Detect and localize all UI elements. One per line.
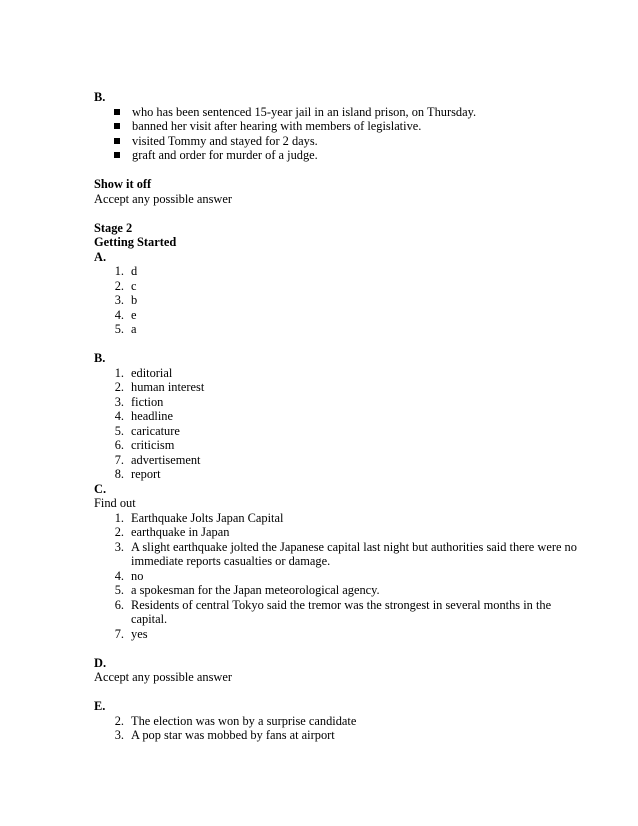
list-number: 3. bbox=[114, 293, 124, 307]
bullet-item bbox=[94, 105, 594, 120]
list-text: no bbox=[131, 568, 144, 583]
list-text: Earthquake Jolts Japan Capital bbox=[131, 510, 284, 525]
list-text: headline bbox=[131, 409, 173, 423]
list-item bbox=[94, 293, 594, 308]
list-text: human interest bbox=[131, 380, 205, 394]
part-e-heading: E. bbox=[94, 699, 106, 713]
list-text: A pop star was mobbed by fans at airport bbox=[131, 728, 335, 742]
list-text: Residents of central Tokyo said the tremor was the strongest in several months in the capital. bbox=[131, 597, 552, 626]
list-number: 5. bbox=[114, 583, 124, 597]
list-item bbox=[94, 714, 594, 729]
list-number: 8. bbox=[114, 467, 124, 481]
list-item bbox=[94, 322, 594, 337]
list-item bbox=[94, 728, 594, 743]
list-number: 2. bbox=[114, 278, 124, 293]
list-text: A slight earthquake jolted the Japanese capital last night but authorities said there were no immediate reports casualties or damage. bbox=[131, 539, 577, 568]
list-text: criticism bbox=[131, 438, 175, 452]
list-text: advertisement bbox=[131, 452, 201, 467]
section-b-heading: B. bbox=[94, 90, 106, 104]
list-item bbox=[94, 569, 594, 584]
list-text: yes bbox=[131, 626, 148, 641]
list-text: earthquake in Japan bbox=[131, 525, 230, 539]
part-a-heading: A. bbox=[94, 249, 107, 264]
bullet-text: banned her visit after hearing with members of legislative. bbox=[132, 119, 422, 133]
bullet-item bbox=[94, 148, 594, 163]
bullet-text: visited Tommy and stayed for 2 days. bbox=[132, 133, 318, 148]
list-text: fiction bbox=[131, 394, 164, 409]
list-item bbox=[94, 511, 594, 526]
list-number: 4. bbox=[114, 568, 124, 583]
list-number: 1. bbox=[114, 365, 124, 380]
list-item bbox=[94, 264, 594, 279]
list-number: 4. bbox=[114, 409, 124, 423]
list-item bbox=[94, 409, 594, 424]
list-number: 5. bbox=[114, 423, 124, 438]
bullet-icon bbox=[114, 152, 120, 158]
list-item bbox=[94, 308, 594, 323]
list-text: c bbox=[131, 278, 137, 293]
bullet-icon bbox=[114, 123, 120, 129]
list-text: a bbox=[131, 322, 137, 336]
list-item bbox=[94, 279, 594, 294]
show-it-off-heading: Show it off bbox=[94, 177, 152, 191]
list-number: 2. bbox=[114, 713, 124, 728]
list-item bbox=[94, 627, 594, 642]
list-number: 2. bbox=[114, 525, 124, 539]
list-text: d bbox=[131, 264, 138, 278]
list-item bbox=[94, 395, 594, 410]
list-number: 7. bbox=[114, 452, 124, 467]
list-number: 6. bbox=[114, 438, 124, 452]
document-content bbox=[94, 90, 594, 743]
list-item bbox=[94, 424, 594, 439]
stage-heading: Stage 2 bbox=[94, 220, 133, 235]
bullet-text: graft and order for murder of a judge. bbox=[132, 148, 318, 162]
bullet-item bbox=[94, 119, 594, 134]
list-item bbox=[94, 467, 594, 482]
list-number: 5. bbox=[114, 322, 124, 336]
list-text: a spokesman for the Japan meteorological agency. bbox=[131, 583, 380, 597]
list-number: 4. bbox=[114, 307, 124, 322]
list-item bbox=[94, 583, 594, 598]
list-text: caricature bbox=[131, 423, 180, 438]
list-number: 6. bbox=[114, 597, 124, 612]
list-text: e bbox=[131, 307, 137, 322]
show-it-off-text: Accept any possible answer bbox=[94, 191, 232, 206]
bullet-text: who has been sentenced 15-year jail in an island prison, on Thursday. bbox=[132, 104, 477, 119]
bullet-item bbox=[94, 134, 594, 149]
part-d-text: Accept any possible answer bbox=[94, 670, 232, 684]
list-item bbox=[94, 453, 594, 468]
list-number: 1. bbox=[114, 264, 124, 278]
list-number: 7. bbox=[114, 626, 124, 641]
list-text: The election was won by a surprise candidate bbox=[131, 713, 357, 728]
bullet-icon bbox=[114, 138, 120, 144]
list-item bbox=[94, 598, 594, 627]
list-item bbox=[94, 525, 594, 540]
bullet-icon bbox=[114, 109, 120, 115]
list-number: 3. bbox=[114, 728, 124, 742]
list-text: b bbox=[131, 293, 138, 307]
part-b-heading: B. bbox=[94, 351, 106, 365]
list-text: report bbox=[131, 467, 161, 481]
list-item bbox=[94, 366, 594, 381]
part-c-heading: C. bbox=[94, 481, 107, 496]
list-item bbox=[94, 438, 594, 453]
list-number: 2. bbox=[114, 380, 124, 394]
list-number: 3. bbox=[114, 539, 124, 554]
stage-subheading: Getting Started bbox=[94, 235, 177, 249]
part-c-subheading: Find out bbox=[94, 496, 136, 510]
list-text: editorial bbox=[131, 365, 173, 380]
list-number: 1. bbox=[114, 510, 124, 525]
part-d-heading: D. bbox=[94, 655, 107, 670]
list-item bbox=[94, 380, 594, 395]
list-item bbox=[94, 540, 594, 569]
list-number: 3. bbox=[114, 394, 124, 409]
